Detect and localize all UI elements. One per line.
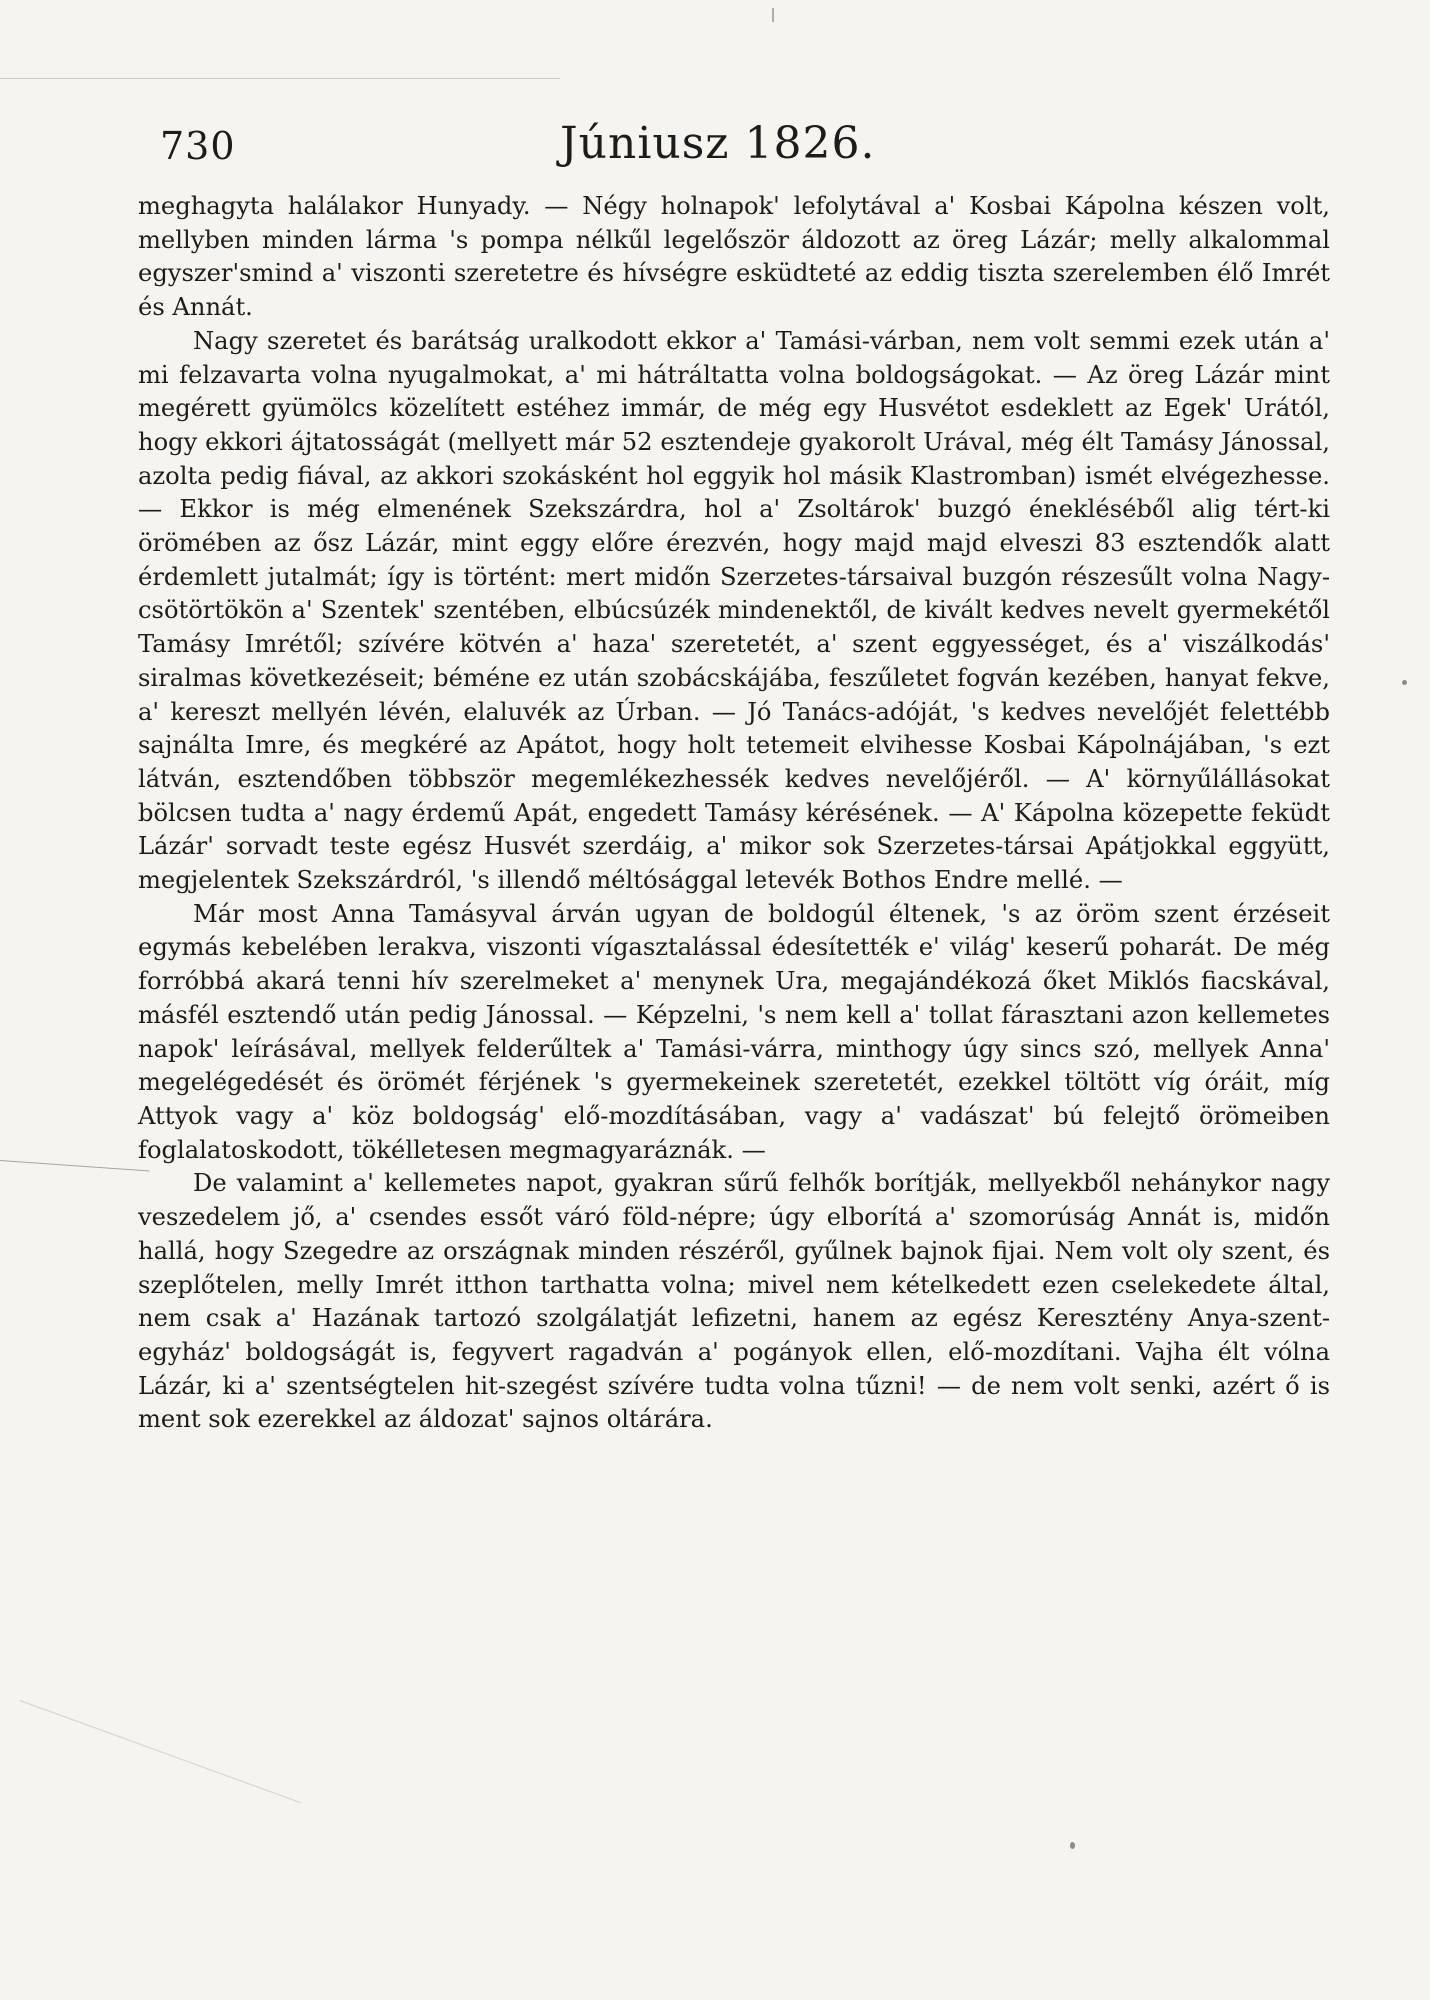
scan-mark-top [772,8,774,22]
scan-dot-bottom [1070,1842,1075,1849]
paragraph-1: meghagyta halálakor Hunyady. — Négy holnapok' lefolytával a' Kosbai Kápolna készen volt, mellyben minden lárma 's pompa nélkűl legelőször áldozott az öreg Lázár; melly alkalommal egyszer'smind a' viszonti szeretetre és hívségre esküdteté az eddig tiszta szerelemben élő Imrét és Annát. [138,192,1330,322]
scan-smudge-bottom [20,1700,302,1804]
running-title: Júniusz 1826. [560,118,876,169]
page-header [0,118,1430,178]
scan-edge-line-top [0,78,560,79]
scan-edge-line-left [0,1160,150,1171]
paragraph-3: Már most Anna Tamásyval árván ugyan de boldogúl éltenek, 's az öröm szent érzéseit egymás kebelében lerakva, viszonti vígasztalással édesítették e' világ' keserű poharát. De még forróbbá akará tenni hív szerelmeket a' menynek Ura, megajándékozá őket Miklós fiacskával, másfél esztendő után pedig Jánossal. — Képzelni, 's nem kell a' tollat fárasztani azon kellemetes napok' leírásával, mellyek felderűltek a' Tamási-várra, minthogy úgy sincs szó, mellyek Anna' megelégedését és örömét férjének 's gyermekeinek szeretetét, ezekkel töltött víg óráit, míg Attyok vagy a' köz boldogság' elő-mozdításában, vagy a' vadászat' bú felejtő örömeiben foglalatoskodott, tökélletesen megmagyaráznák. — [138,899,1330,1164]
page-number: 730 [160,124,236,168]
paragraph-2: Nagy szeretet és barátság uralkodott ekkor a' Tamási-várban, nem volt semmi ezek után a' mi felzavarta volna nyugalmokat, a' mi hátráltatta volna boldogságokat. — Az öreg Lázár mint megérett gyümölcs közelített estéhez immár, de még egy Husvétot esdeklett az Egek' Urától, hogy ekkori ájtatosságát (mellyett már 52 esztendeje gyakorolt Urával, még élt Tamásy Jánossal, azolta pedig fiával, az akkori szokásként hol eggyik hol másik Klastromban) ismét elvégezhesse. — Ekkor is még elmenének Szekszárdra, hol a' Zsoltárok' buzgó énekléséből alig tért-ki örömében az ősz Lázár, mint eggy előre érezvén, hogy majd majd elveszi 83 esztendők alatt érdemlett jutalmát; így is történt: mert midőn Szerzetes-társaival buzgón részesűlt volna Nagy-csötörtökön a' Szentek' szentében, elbúcsúzék mindenektől, de kivált kedves nevelt gyermekétől Tamásy Imrétől; szívére kötvén a' haza' szeretetét, a' szent eggyességet, és a' viszálkodás' siralmas következéseit; béméne ez után szobácskájába, feszűletet fogván kezében, hanyat fekve, a' kereszt mellyén lévén, elaluvék az Úrban. — Jó Tanács-adóját, 's kedves nevelőjét felettébb sajnálta Imre, és megkéré az Apátot, hogy holt tetemeit elvihesse Kosbai Kápolnájában, 's ezt látván, esztendőben többször megemlékezhessék kedves nevelőjéről. — A' környűlállásokat bölcsen tudta a' nagy érdemű Apát, engedett Tamásy kérésének. — A' Kápolna közepette feküdt Lázár' sorvadt teste egész Husvét szerdáig, a' mikor sok Szerzetes-társai Apátjokkal eggyütt, megjelentek Szekszárdról, 's illendő méltósággal letevék Bothos Endre mellé. — [138,326,1330,895]
paragraph-4: De valamint a' kellemetes napot, gyakran sűrű felhők borítják, mellyekből nehánykor nagy veszedelem jő, a' csendes essőt váró föld-népre; úgy elborítá a' szomorúság Annát is, midőn hallá, hogy Szegedre az országnak minden részéről, gyűlnek bajnok fijai. Nem volt oly szent, és szeplőtelen, melly Imrét itthon tarthatta volna; mivel nem kételkedett ezen cselekedete által, nem csak a' Hazának tartozó szolgálatját lefizetni, hanem az egész Keresztény Anya-szent-egyház' boldogságát is, fegyvert ragadván a' pogányok ellen, elő-mozdítani. Vajha élt vólna Lázár, ki a' szentségtelen hit-szegést szívére tudta volna tűzni! — de nem volt senki, azért ő is ment sok ezerekkel az áldozat' sajnos oltárára. [138,1169,1330,1434]
body-text [138,190,1330,1437]
scan-dot-right [1402,680,1407,685]
